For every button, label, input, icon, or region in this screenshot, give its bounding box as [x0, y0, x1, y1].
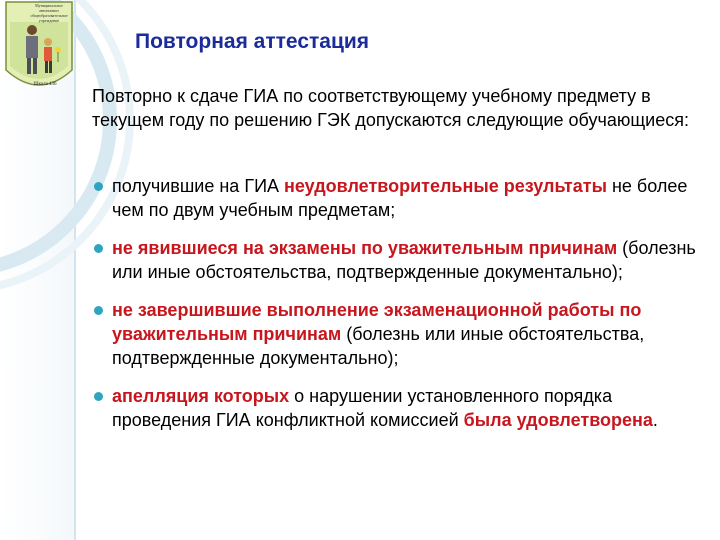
logo-caption-bottom: Школа 436: [33, 82, 57, 87]
list-item-text: получившие на ГИА: [112, 176, 285, 196]
logo-caption-top: Муниципальное автономное общеобразовательное учреждение: [30, 3, 68, 23]
highlighted-text: не завершившие выполнение экзаменационной работы по уважительным причинам: [112, 300, 642, 344]
slide-title: Повторная аттестация: [135, 30, 370, 53]
list-item-text: .: [652, 410, 658, 430]
list-item: [92, 384, 702, 432]
list-item: [92, 174, 702, 222]
highlighted-text: не явившиеся на экзамены по уважительным причинам: [112, 238, 618, 258]
list-item: [92, 298, 702, 370]
bullet-icon: [94, 392, 103, 401]
bullet-icon: [94, 306, 103, 315]
bullet-icon: [94, 244, 103, 253]
list-item: [92, 236, 702, 284]
highlighted-text: была удовлетворена: [463, 410, 653, 430]
intro-paragraph: Повторно к сдаче ГИА по соответствующему учебному предмету в текущем году по решению ГЭК допускаются следующие обучающиеся:: [92, 86, 689, 130]
list-item-text: (болезнь или иные обстоятельства, подтвержденные документально);: [112, 238, 696, 282]
highlighted-text: апелляция которых: [112, 386, 290, 406]
eligibility-list: [92, 174, 702, 446]
bullet-icon: [94, 182, 103, 191]
list-item-text: не более чем по двум учебным предметам;: [112, 176, 688, 220]
highlighted-text: неудовлетворительные результаты: [284, 176, 607, 196]
school-logo: [4, 0, 74, 98]
list-item-text: о нарушении установленного порядка проведения ГИА конфликтной комиссией: [112, 386, 613, 430]
list-item-text: (болезнь или иные обстоятельства, подтвержденные документально);: [112, 324, 645, 368]
